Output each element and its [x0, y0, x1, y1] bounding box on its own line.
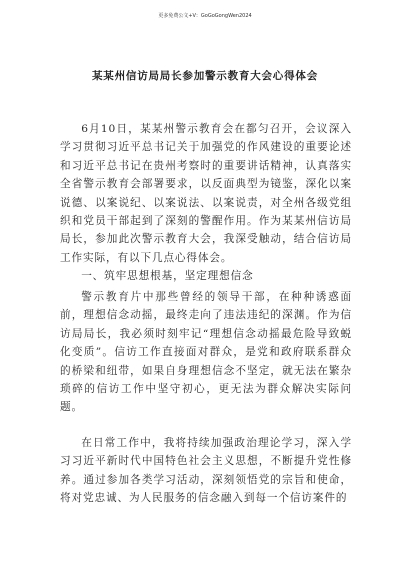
- paragraph-text: 在日常工作中，我将持续加强政治理论学习，深入学习习近平新时代中国特色社会主义思想，不断提升党性修养。通过参加各类学习活动，深刻领悟党的宗旨和使命，将对党忠诚、为人民服务的信念融入到每一个信访案件的: [60, 437, 352, 505]
- paragraph-text: 6月10日，某某州警示教育会在都匀召开，会议深入学习贯彻习近平总书记关于加强党的作风建设的重要论述和习近平总书记在贵州考察时的重要讲话精神，认真落实全省警示教育会部署要求，以反面典型为镜鉴，深化以案说德、以案说纪、以案说法、以案说责，对全州各级党组织和党员干部起到了深刻的警醒作用。作为某某州信访局局长，参加此次警示教育大会，我深受触动，结合信访局工作实际，有以下几点心得体会。: [60, 123, 352, 264]
- section-heading: [60, 267, 352, 285]
- section-heading-text: 一、筑牢思想根基，坚定理想信念: [81, 270, 254, 282]
- header-note: 更多免费公文+V：GoGoGongWen2024: [158, 13, 252, 19]
- document-title: 某某州信访局局长参加警示教育大会心得体会: [92, 70, 318, 82]
- paragraph-warning: [60, 288, 352, 417]
- paragraph-text: 警示教育片中那些曾经的领导干部，在种种诱惑面前，理想信念动摇，最终走向了违法违纪的深渊。作为信访局局长，我必须时刻牢记“理想信念动摇最危险导致蜕化变质”。信访工作直接面对群众，是党和政府联系群众的桥梁和纽带，如果自身理想信念不坚定，就无法在繁杂琐碎的信访工作中坚守初心，更无法为群众解决实际问题。: [60, 291, 352, 414]
- paragraph-intro: [60, 120, 352, 267]
- paragraph-practice: [60, 434, 352, 508]
